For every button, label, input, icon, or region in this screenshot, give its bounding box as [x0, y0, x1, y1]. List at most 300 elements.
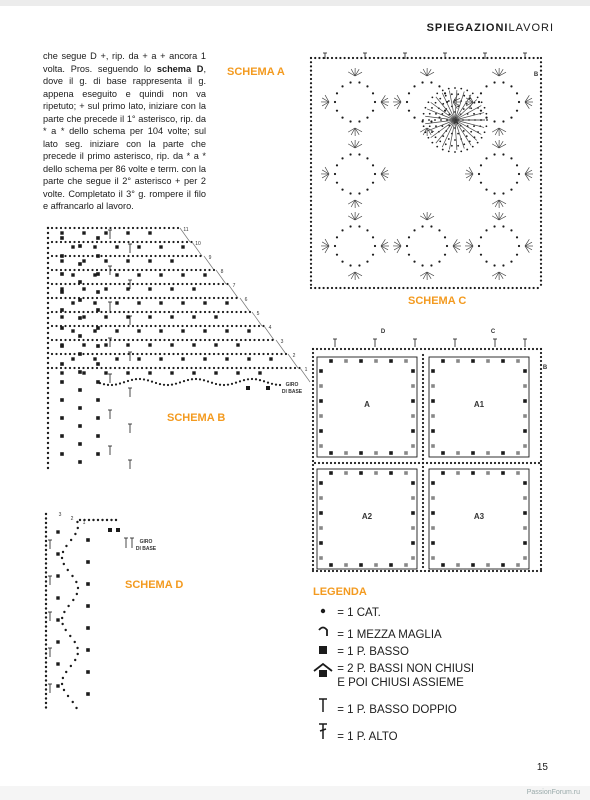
chain-dot [540, 396, 542, 398]
chain-dot [540, 496, 542, 498]
chain-dot [267, 367, 269, 369]
stitch-square [56, 530, 59, 533]
chain-dot [341, 157, 343, 159]
chain-dot [334, 245, 336, 247]
chain-dot [47, 412, 49, 414]
chain-dot [132, 325, 134, 327]
chain-dot [488, 570, 490, 572]
row-number: 11 [183, 227, 189, 233]
chain-dot [528, 348, 530, 350]
stitch-square [389, 563, 393, 567]
chain-dot [199, 255, 201, 257]
chain-dot [45, 612, 47, 614]
stitch-square [516, 359, 520, 363]
chain-dot [47, 392, 49, 394]
chain-dot [47, 372, 49, 374]
chain-dot [429, 113, 431, 115]
chain-dot [540, 275, 542, 277]
chain-dot [540, 544, 542, 546]
chain-dot [422, 474, 424, 476]
chain-dot [488, 348, 490, 350]
chain-dot [352, 348, 354, 350]
chain-dot [540, 352, 542, 354]
chain-dot [540, 440, 542, 442]
chain-dot [163, 283, 165, 285]
stitch-square [471, 563, 475, 567]
chain-dot [155, 382, 157, 384]
chain-dot [258, 353, 260, 355]
chain-dot [312, 488, 314, 490]
chain-dot [73, 297, 75, 299]
chain-dot [172, 255, 174, 257]
chain-dot [47, 417, 49, 419]
chain-dot [222, 297, 224, 299]
chain-dot [422, 470, 424, 472]
chain-dot [190, 339, 192, 341]
chain-dot [87, 367, 89, 369]
chain-dot [442, 149, 444, 151]
stitch-square [411, 496, 415, 500]
chain-dot [502, 192, 504, 194]
chain-dot [244, 367, 246, 369]
chain-dot [540, 468, 542, 470]
stitch-square [431, 481, 435, 485]
chain-dot [496, 570, 498, 572]
chain-dot [335, 287, 337, 289]
chain-dot [47, 307, 49, 309]
chain-dot [540, 204, 542, 206]
chain-dot [444, 110, 446, 112]
chain-dot [47, 252, 49, 254]
chain-dot [434, 119, 436, 121]
chain-dot [310, 263, 312, 265]
chain-dot [114, 325, 116, 327]
stitch-square [78, 280, 82, 284]
stitch-square [319, 399, 323, 403]
chain-dot [235, 367, 237, 369]
stitch-square [319, 414, 323, 418]
chain-dot [294, 367, 296, 369]
chain-dot [240, 311, 242, 313]
chain-dot [422, 550, 424, 552]
stitch-square [389, 359, 393, 363]
chain-dot [336, 236, 338, 238]
chain-dot [366, 189, 368, 191]
chain-dot [540, 376, 542, 378]
chain-dot [478, 173, 480, 175]
chain-dot [127, 283, 129, 285]
chain-dot [109, 297, 111, 299]
chain-dot [356, 57, 358, 59]
chain-dot [310, 259, 312, 261]
chain-dot [47, 322, 49, 324]
chain-dot [231, 353, 233, 355]
chain-dot [536, 570, 538, 572]
chain-dot [524, 570, 526, 572]
chain-dot [87, 227, 89, 229]
chain-dot [177, 297, 179, 299]
chain-dot [70, 539, 72, 541]
chain-dot [518, 173, 520, 175]
chain-dot [472, 570, 474, 572]
chain-dot [540, 250, 542, 252]
chain-dot [97, 519, 99, 521]
chain-dot [384, 348, 386, 350]
chain-dot [484, 107, 486, 109]
row-number: 7 [232, 283, 236, 289]
chain-dot [163, 227, 165, 229]
chain-dot [55, 255, 57, 257]
schema-c-label: SCHEMA C [408, 295, 467, 307]
stitch-square [78, 460, 82, 464]
stitch-square [93, 245, 96, 248]
chain-dot [451, 145, 453, 147]
stitch-square [404, 471, 408, 475]
chain-dot [45, 594, 47, 596]
chain-dot [132, 269, 134, 271]
chain-dot [382, 462, 384, 464]
chain-dot [118, 367, 120, 369]
chain-dot [222, 367, 224, 369]
chain-dot [312, 432, 314, 434]
chain-dot [109, 325, 111, 327]
chain-dot [172, 241, 174, 243]
chain-dot [67, 605, 69, 607]
chain-dot [516, 110, 518, 112]
chain-dot [136, 367, 138, 369]
chain-dot [285, 367, 287, 369]
chain-dot [460, 150, 462, 152]
chain-dot [132, 227, 134, 229]
chain-dot [141, 297, 143, 299]
chain-dot [408, 570, 410, 572]
chain-dot [51, 255, 53, 257]
chain-dot [312, 520, 314, 522]
chain-dot [540, 70, 542, 72]
chain-dot [47, 397, 49, 399]
chain-dot [123, 339, 125, 341]
chain-dot [422, 418, 424, 420]
chain-dot [310, 267, 312, 269]
chain-dot [82, 353, 84, 355]
chain-dot [96, 241, 98, 243]
chain-dot [461, 287, 463, 289]
chain-dot [159, 367, 161, 369]
chain-dot [465, 287, 467, 289]
stitch-square [359, 359, 363, 363]
chain-dot [422, 542, 424, 544]
stitch-square [82, 287, 85, 290]
stitch-square [192, 287, 195, 290]
chain-dot [271, 383, 273, 385]
chain-dot [491, 287, 493, 289]
chain-dot [486, 462, 488, 464]
chain-dot [310, 133, 312, 135]
chain-dot [55, 283, 57, 285]
row-number: 1 [304, 367, 308, 373]
chain-dot [423, 125, 425, 127]
chain-dot [69, 297, 71, 299]
chain-dot [55, 339, 57, 341]
chain-dot [398, 57, 400, 59]
chain-dot [312, 532, 314, 534]
chain-dot [310, 191, 312, 193]
chain-dot [416, 570, 418, 572]
chain-dot [482, 287, 484, 289]
chain-dot [356, 570, 358, 572]
chain-dot [461, 57, 463, 59]
chain-dot [332, 570, 334, 572]
chain-dot [537, 57, 539, 59]
chain-dot [73, 227, 75, 229]
chain-dot [159, 311, 161, 313]
stitch-square [56, 618, 59, 621]
chain-dot [217, 339, 219, 341]
chain-dot [422, 494, 424, 496]
chain-dot [310, 287, 312, 289]
chain-dot [358, 81, 360, 83]
chain-dot [422, 530, 424, 532]
stitch-square [71, 329, 74, 332]
chain-dot [320, 570, 322, 572]
chain-dot [540, 448, 542, 450]
chain-dot [540, 356, 542, 358]
chain-dot [540, 348, 542, 350]
row-number: 2 [292, 353, 296, 359]
chain-dot [45, 562, 47, 564]
chain-dot [222, 325, 224, 327]
chain-dot [231, 367, 233, 369]
chain-dot [235, 353, 237, 355]
sc2tog-house-icon [312, 662, 334, 682]
chain-dot [431, 96, 433, 98]
chain-dot [349, 81, 351, 83]
stitch-square [523, 384, 527, 388]
chain-dot [422, 546, 424, 548]
chain-dot [177, 367, 179, 369]
chain-dot [540, 568, 542, 570]
chain-dot [422, 406, 424, 408]
legend-text-slip-stitch: = 1 MEZZA MAGLIA [337, 629, 442, 641]
chain-dot [454, 139, 456, 141]
stitch-square [319, 511, 323, 515]
chain-dot [258, 325, 260, 327]
chain-dot [528, 287, 530, 289]
chain-dot [493, 225, 495, 227]
chain-dot [448, 150, 450, 152]
chain-dot [186, 241, 188, 243]
chain-dot [481, 101, 483, 103]
chain-dot [318, 287, 320, 289]
chain-dot [105, 283, 107, 285]
stitch-square [501, 359, 505, 363]
chain-dot [444, 92, 446, 94]
chain-dot [340, 570, 342, 572]
stitch-square [329, 563, 333, 567]
chain-dot [422, 554, 424, 556]
stitch-square [411, 481, 415, 485]
chain-dot [540, 133, 542, 135]
chain-dot [528, 570, 530, 572]
chain-dot [168, 353, 170, 355]
chain-dot [504, 570, 506, 572]
chain-dot [168, 227, 170, 229]
chain-dot [540, 408, 542, 410]
chain-dot [438, 229, 440, 231]
chain-dot [415, 287, 417, 289]
chain-dot [69, 227, 71, 229]
stitch-square [431, 541, 435, 545]
stitch-square [516, 451, 520, 455]
chain-dot [91, 227, 93, 229]
chain-dot [312, 364, 314, 366]
chain-dot [516, 287, 518, 289]
chain-dot [334, 462, 336, 464]
chain-dot [364, 570, 366, 572]
chain-dot [436, 348, 438, 350]
chain-dot [540, 520, 542, 522]
chain-dot [168, 311, 170, 313]
chain-dot [235, 382, 237, 384]
chain-dot [45, 688, 47, 690]
chain-dot [204, 311, 206, 313]
chain-dot [87, 325, 89, 327]
chain-dot [312, 570, 314, 572]
chain-dot [163, 384, 165, 386]
stitch-square [159, 245, 162, 248]
stitch-square [225, 357, 228, 360]
chain-dot [422, 462, 424, 464]
chain-dot [181, 339, 183, 341]
chain-dot [312, 512, 314, 514]
motif-b-letter: B [533, 72, 539, 78]
motif-a-letter: A [453, 119, 459, 126]
chain-dot [428, 570, 430, 572]
chain-dot [404, 348, 406, 350]
chain-dot [118, 297, 120, 299]
chain-dot [105, 325, 107, 327]
chain-dot [60, 269, 62, 271]
chain-dot [132, 311, 134, 313]
chain-dot [312, 408, 314, 410]
chain-dot [415, 57, 417, 59]
chain-dot [76, 647, 78, 649]
chain-dot [213, 297, 215, 299]
chain-dot [87, 353, 89, 355]
chain-dot [154, 353, 156, 355]
chain-dot [244, 311, 246, 313]
chain-dot [132, 353, 134, 355]
chain-dot [63, 689, 65, 691]
chain-dot [262, 339, 264, 341]
chain-dot [208, 269, 210, 271]
chain-dot [73, 283, 75, 285]
chain-dot [154, 297, 156, 299]
chain-dot [47, 342, 49, 344]
chain-dot [457, 105, 459, 107]
chain-dot [331, 287, 333, 289]
chain-dot [227, 384, 229, 386]
chain-dot [61, 617, 63, 619]
chain-dot [312, 372, 314, 374]
chain-dot [64, 353, 66, 355]
stitch-square [411, 511, 415, 515]
chain-dot [512, 348, 514, 350]
chain-dot [47, 467, 49, 469]
chain-dot [312, 484, 314, 486]
di-base-label: DI BASE [281, 389, 303, 395]
chain-dot [422, 434, 424, 436]
chain-dot [123, 381, 125, 383]
chain-dot [82, 297, 84, 299]
chain-dot [123, 227, 125, 229]
chain-dot [310, 162, 312, 164]
stitch-square [96, 452, 100, 456]
chain-dot [430, 120, 432, 122]
stitch-square [374, 451, 378, 455]
chain-dot [312, 388, 314, 390]
chain-dot [217, 325, 219, 327]
chain-dot [428, 348, 430, 350]
chain-dot [154, 339, 156, 341]
chain-dot [478, 245, 480, 247]
chain-dot [388, 570, 390, 572]
stitch-square [60, 398, 64, 402]
chain-dot [390, 287, 392, 289]
stitch-square [192, 343, 195, 346]
chain-dot [341, 117, 343, 119]
stitch-square [486, 563, 490, 567]
chain-dot [61, 683, 63, 685]
stitch-square [411, 556, 415, 560]
stitch-square [126, 287, 129, 290]
chain-dot [312, 396, 314, 398]
chain-dot [76, 593, 78, 595]
chain-dot [45, 670, 47, 672]
chain-dot [412, 348, 414, 350]
chain-dot [422, 354, 424, 356]
stitch-square [441, 359, 445, 363]
chain-dot [312, 428, 314, 430]
chain-dot [540, 91, 542, 93]
chain-dot [349, 192, 351, 194]
stitch-square [225, 301, 228, 304]
chain-dot [540, 196, 542, 198]
chain-dot [150, 297, 152, 299]
chain-dot [145, 255, 147, 257]
chain-dot [47, 297, 49, 299]
chain-dot [47, 427, 49, 429]
chain-dot [240, 339, 242, 341]
chain-dot [374, 245, 376, 247]
stitch-square [96, 326, 100, 330]
chain-dot [422, 442, 424, 444]
chain-dot [310, 158, 312, 160]
stitch-square [148, 231, 151, 234]
chain-dot [540, 392, 542, 394]
stitch-square [225, 329, 228, 332]
chain-dot [45, 540, 47, 542]
chain-dot [91, 269, 93, 271]
chain-dot [540, 175, 542, 177]
chain-dot [349, 225, 351, 227]
chain-dot [168, 325, 170, 327]
chain-dot [73, 367, 75, 369]
chain-dot [310, 141, 312, 143]
chain-dot [61, 623, 63, 625]
chain-dot [310, 187, 312, 189]
chain-dot [154, 241, 156, 243]
